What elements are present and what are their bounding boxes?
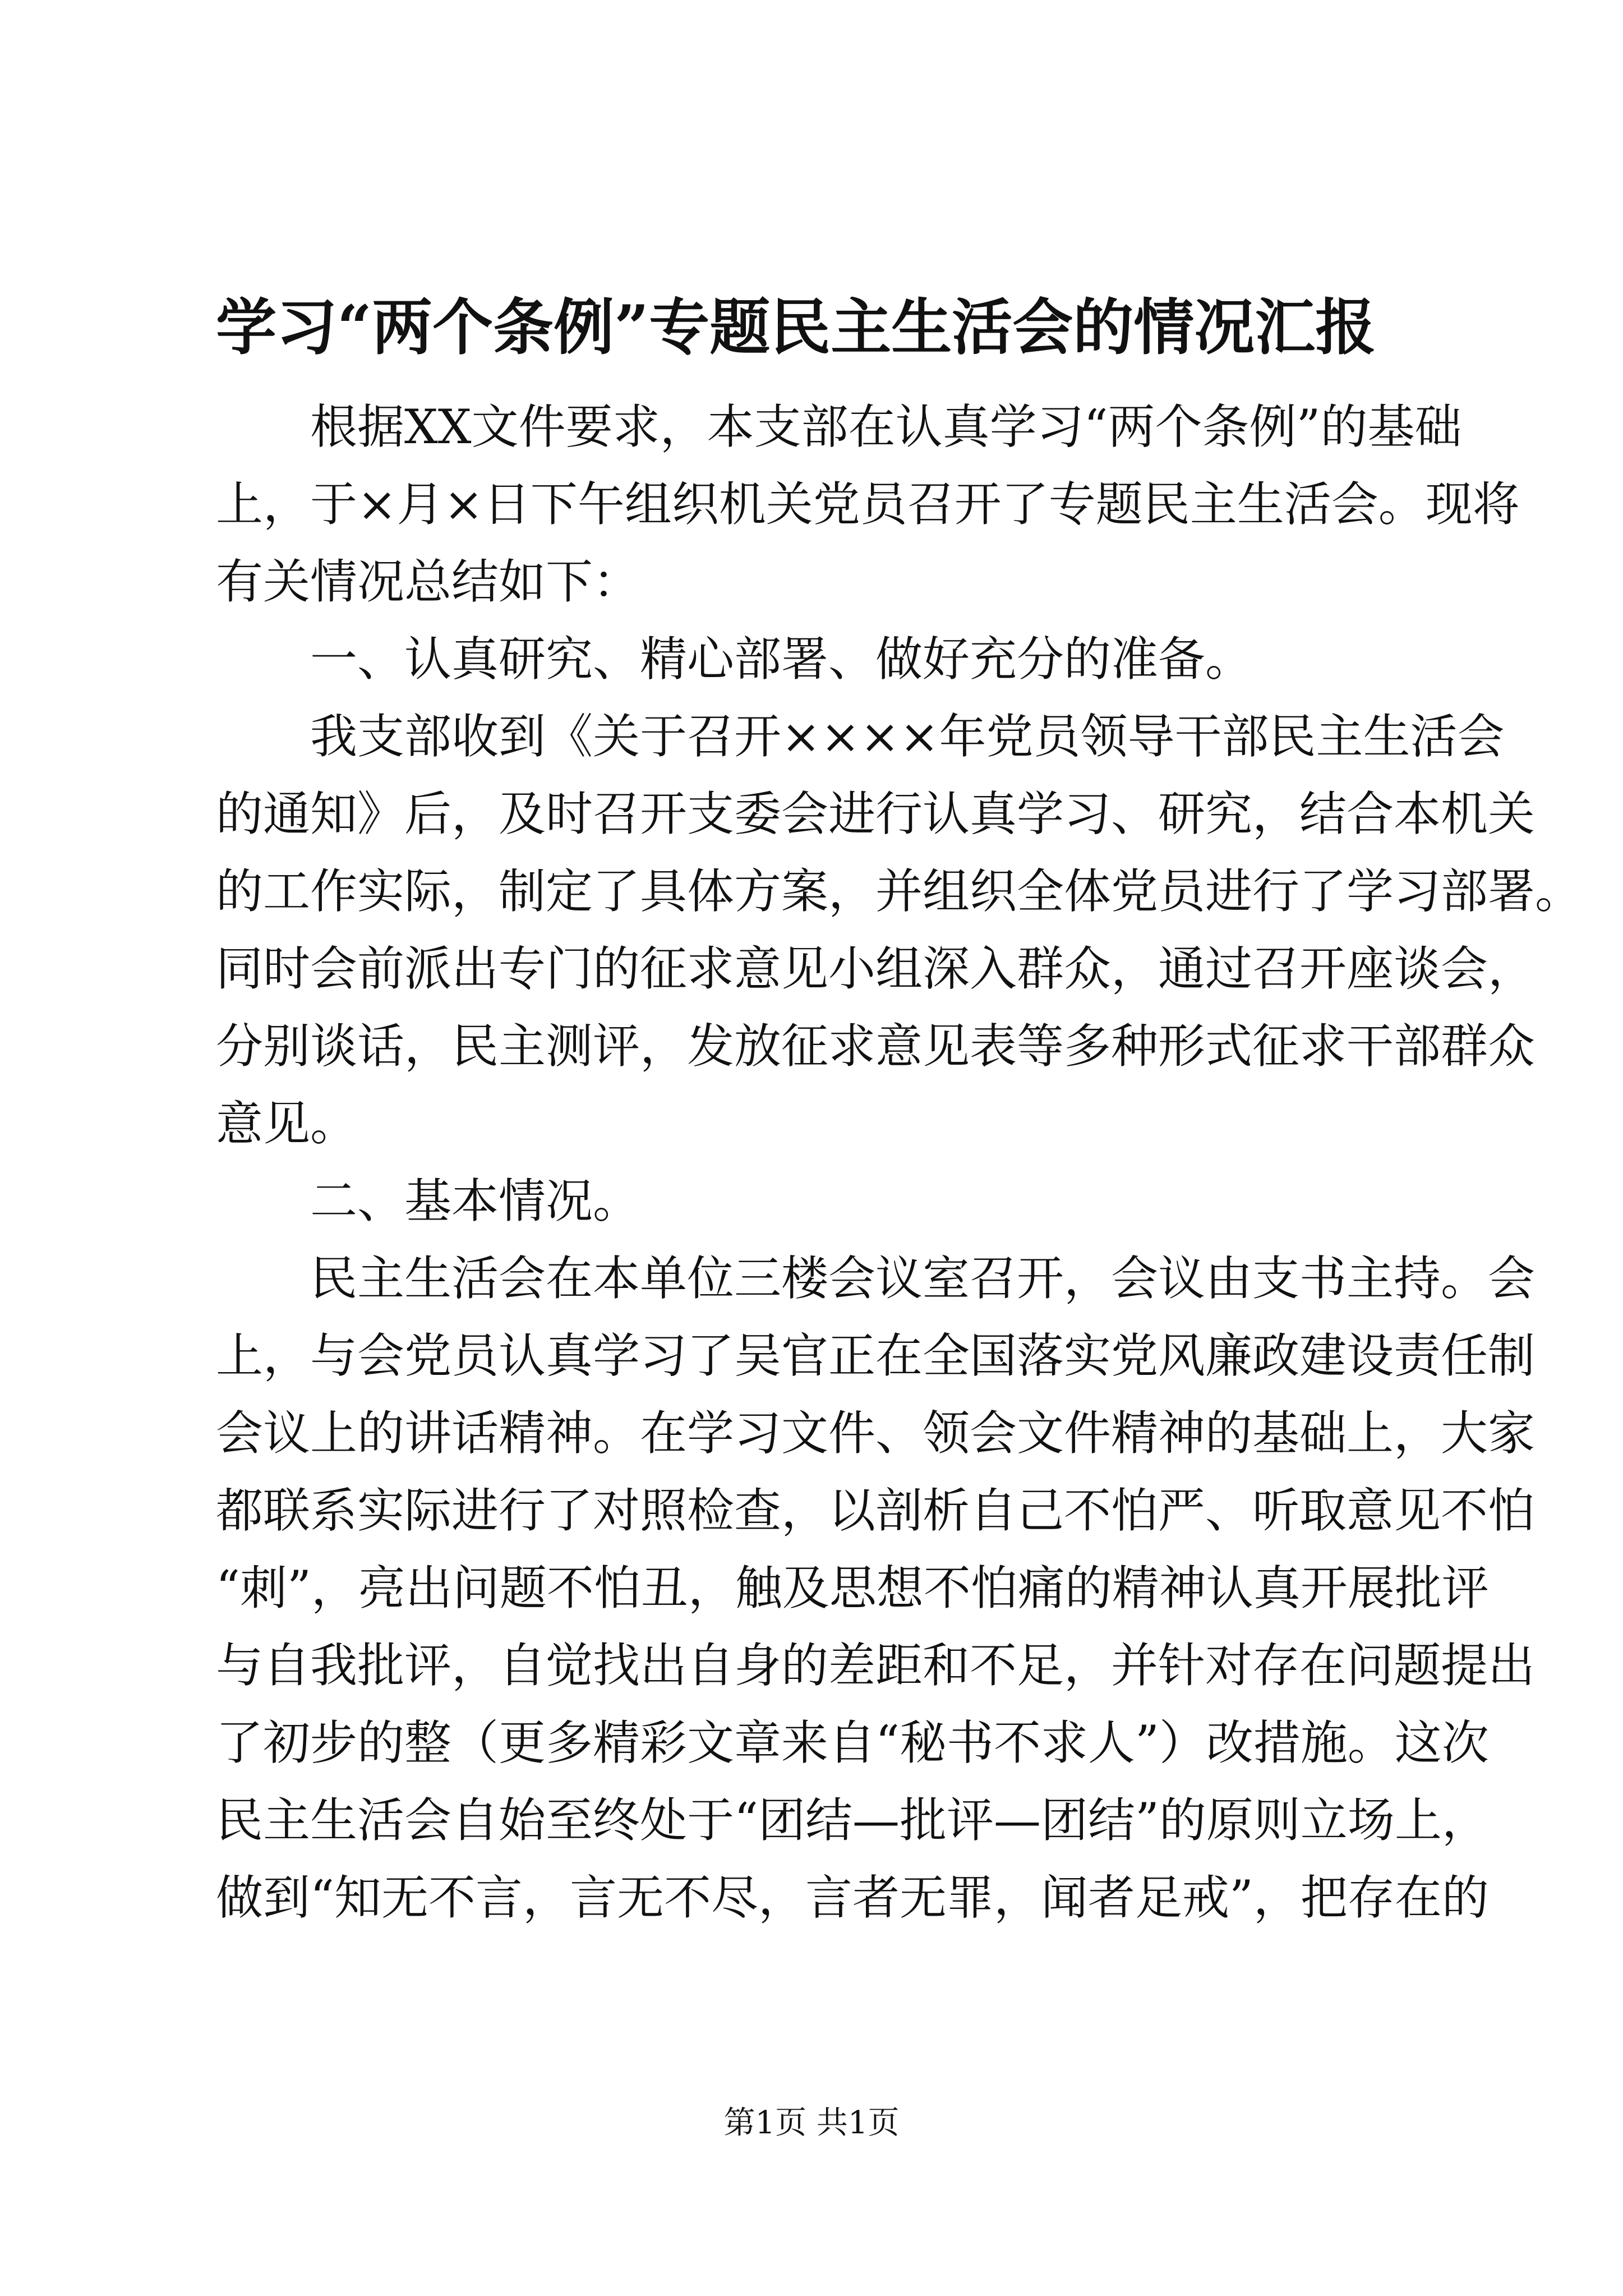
body-line: 会议上的讲话精神。在学习文件、领会文件精神的基础上，大家 xyxy=(216,1406,1536,1461)
body-line: 上，与会党员认真学习了吴官正在全国落实党风廉政建设责任制 xyxy=(216,1328,1536,1383)
body-line: 上，于×月×日下午组织机关党员召开了专题民主生活会。现将 xyxy=(216,477,1520,532)
body-line: 了初步的整（更多精彩文章来自“秘书不求人”）改措施。这次 xyxy=(216,1715,1489,1770)
body-line: 的通知》后，及时召开支委会进行认真学习、研究，结合本机关 xyxy=(216,786,1536,841)
document-body xyxy=(216,388,1583,1936)
section-heading: 一、认真研究、精心部署、做好充分的准备。 xyxy=(310,632,1253,687)
body-line: 民主生活会在本单位三楼会议室召开，会议由支书主持。会 xyxy=(310,1251,1536,1306)
body-line: 同时会前派出专门的征求意见小组深入群众，通过召开座谈会， xyxy=(216,941,1536,996)
body-line: 我支部收到《关于召开××××年党员领导干部民主生活会 xyxy=(310,709,1505,764)
body-line: 意见。 xyxy=(216,1096,358,1151)
body-line: “刺”，亮出问题不怕丑，触及思想不怕痛的精神认真开展批评 xyxy=(216,1561,1489,1616)
body-line: 与自我批评，自觉找出自身的差距和不足，并针对存在问题提出 xyxy=(216,1638,1536,1693)
document-title: 学习“两个条例”专题民主生活会的情况汇报 xyxy=(216,292,1376,363)
section-heading: 二、基本情况。 xyxy=(310,1174,640,1228)
page-number-footer: 第1页 共1页 xyxy=(723,2105,900,2141)
body-line: 分别谈话，民主测评，发放征求意见表等多种形式征求干部群众 xyxy=(216,1019,1536,1074)
body-line: 根据XX文件要求，本支部在认真学习“两个条例”的基础 xyxy=(310,399,1462,454)
body-line: 的工作实际，制定了具体方案，并组织全体党员进行了学习部署。 xyxy=(216,864,1583,919)
body-line: 做到“知无不言，言无不尽，言者无罪，闻者足戒”，把存在的 xyxy=(216,1870,1489,1925)
body-line: 有关情况总结如下： xyxy=(216,554,640,609)
body-line: 民主生活会自始至终处于“团结—批评—团结”的原则立场上， xyxy=(216,1793,1489,1848)
body-line: 都联系实际进行了对照检查，以剖析自己不怕严、听取意见不怕 xyxy=(216,1483,1536,1538)
